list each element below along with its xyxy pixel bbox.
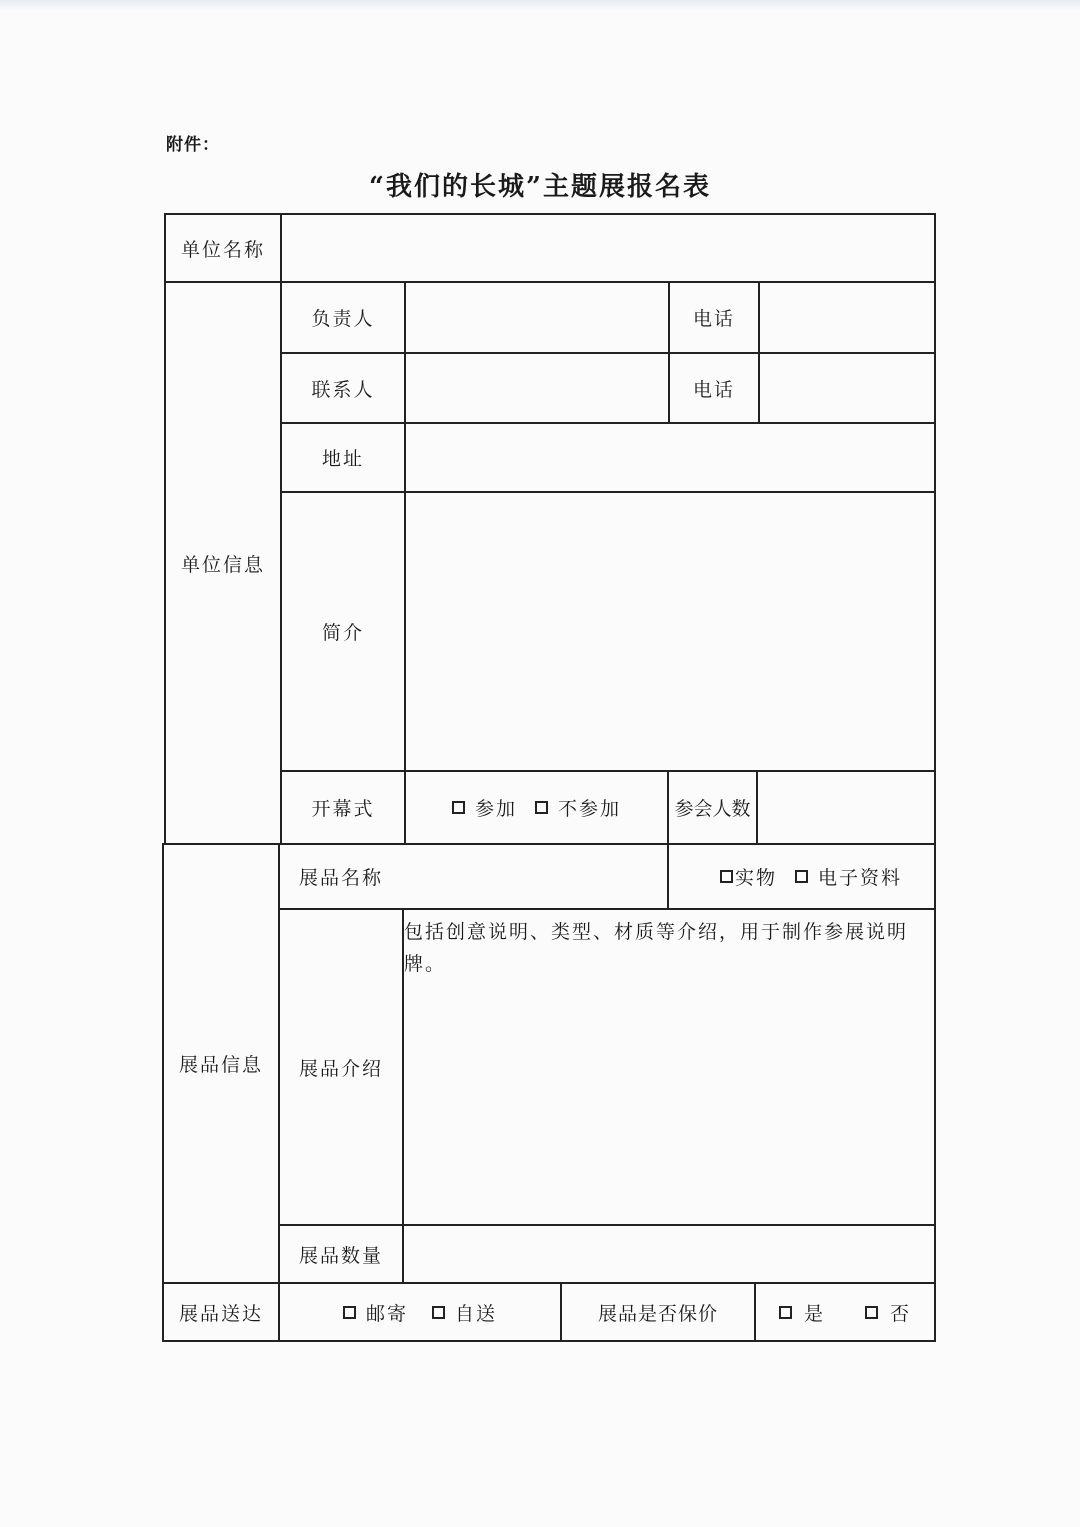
unit-name-label: 单位名称 [180,238,265,261]
exhibit-name-label: 展品名称 [298,867,383,889]
delivery-label: 展品送达 [178,1302,263,1325]
contact-field[interactable] [406,354,668,422]
self-deliver-option-label: 自送 [455,1302,498,1325]
table-border-right [934,213,936,1342]
digital-option[interactable] [795,863,902,890]
insured-label: 展品是否保价 [597,1302,718,1325]
exhibit-quantity-label: 展品数量 [298,1244,383,1267]
delivery-options [280,1284,560,1340]
self-deliver-option[interactable] [432,1299,497,1326]
phone-label: 电话 [692,308,735,330]
scan-edge-shade [0,0,1080,10]
physical-option[interactable] [720,863,777,890]
no-option-label: 否 [890,1302,912,1325]
checkbox-icon [720,870,733,883]
checkbox-icon [779,1306,792,1319]
not-attend-option[interactable] [535,794,621,821]
person-in-charge-field[interactable] [406,283,668,352]
exhibit-name-field[interactable] [404,845,667,908]
not-attend-option-label: 不参加 [558,798,622,820]
unit-info-label: 单位信息 [180,553,265,576]
checkbox-icon [432,1306,445,1319]
exhibit-quantity-field[interactable] [404,1226,934,1282]
attendees-label: 参会人数 [674,798,751,820]
attend-option-label: 参加 [474,798,517,820]
checkbox-icon [535,801,548,814]
exhibit-intro-hint: 包括创意说明、类型、材质等介绍，用于制作参展说明牌。 [404,921,909,975]
attend-option[interactable] [452,794,517,821]
intro-label: 简介 [321,622,364,644]
intro-field[interactable] [406,493,934,770]
exhibit-intro-field[interactable] [404,990,934,1224]
contact-phone-field[interactable] [760,354,934,422]
address-label: 地址 [321,448,364,470]
checkbox-icon [795,870,808,883]
mail-option-label: 邮寄 [365,1302,408,1325]
no-option[interactable] [865,1299,911,1326]
yes-option-label: 是 [803,1302,825,1325]
exhibit-type-options [669,845,934,908]
digital-option-label: 电子资料 [817,867,902,889]
exhibit-info-label: 展品信息 [178,1054,263,1076]
phone-label: 电话 [692,378,735,401]
insured-options [756,1284,934,1340]
person-in-charge-label: 负责人 [311,308,375,330]
opening-ceremony-label: 开幕式 [311,798,375,820]
person-in-charge-phone-field[interactable] [760,283,934,352]
opening-ceremony-options [406,772,667,843]
exhibit-intro-label: 展品介绍 [298,1057,383,1080]
checkbox-icon [452,801,465,814]
address-field[interactable] [406,424,934,491]
attachment-label: 附件： [166,135,220,155]
contact-label: 联系人 [311,378,375,401]
physical-option-label: 实物 [734,867,777,889]
mail-option[interactable] [343,1299,408,1326]
attendees-field[interactable] [758,772,934,843]
checkbox-icon [343,1306,356,1319]
page-title: “我们的长城”主题展报名表 [369,172,711,202]
yes-option[interactable] [779,1299,825,1326]
unit-name-field[interactable] [282,215,934,281]
table-border-bottom [162,1340,934,1342]
checkbox-icon [865,1306,878,1319]
